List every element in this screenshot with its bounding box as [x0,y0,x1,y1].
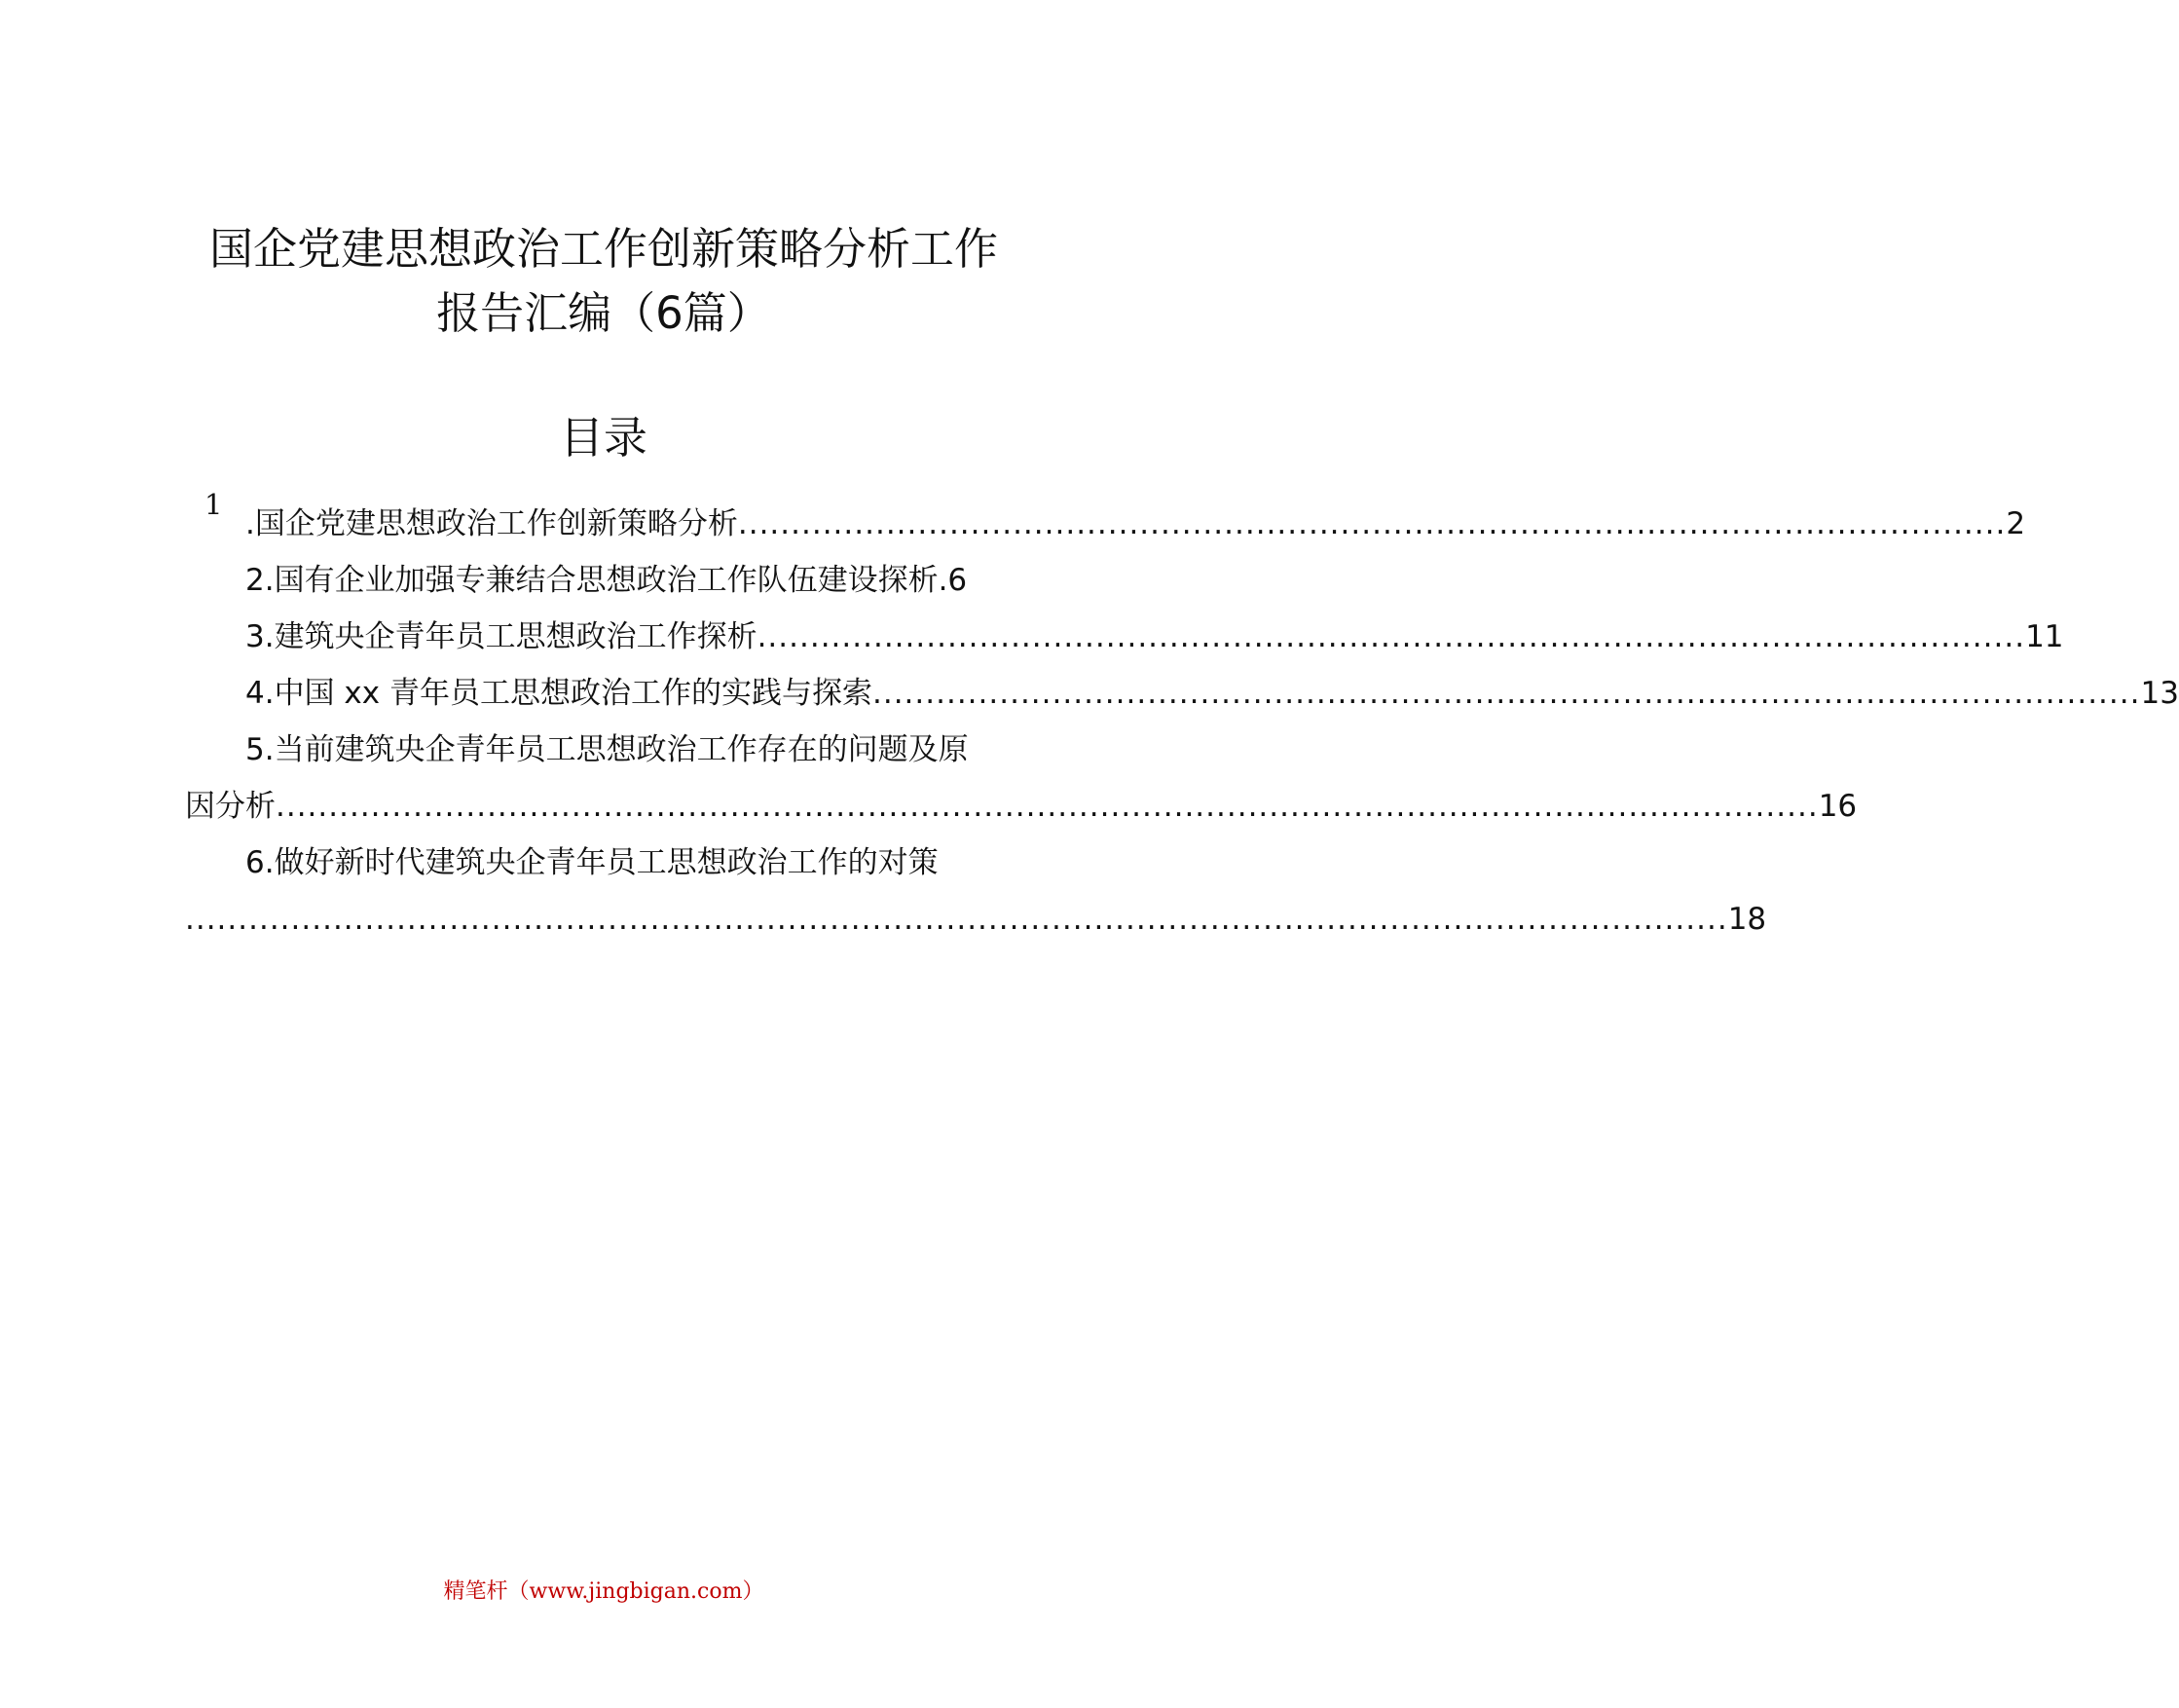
toc-entry-page: .6 [938,563,968,598]
toc-leader-dots: ........................................................................................................................ [757,619,2026,654]
toc-entry-4[interactable] [185,670,2179,717]
toc-entry-text: 3.建筑央企青年员工思想政治工作探析 [245,619,757,654]
footer-watermark: 精笔杆（www.jingbigan.com） [443,1579,764,1604]
toc-entry-6-line-1[interactable] [185,839,1028,886]
toc-entry-3[interactable] [185,613,2064,660]
toc-entry-text: 5.当前建筑央企青年员工思想政治工作存在的问题及原 [245,732,969,767]
toc-heading: 目录 [559,412,647,464]
toc-entry-text: 6.做好新时代建筑央企青年员工思想政治工作的对策 [245,845,939,880]
toc-entry-text: .国企党建思想政治工作创新策略分析 [245,506,738,541]
toc-entry-page: 2 [2006,506,2026,541]
toc-entry-page: 18 [1727,902,1767,937]
toc-entry-text: 2.国有企业加强专兼结合思想政治工作队伍建设探析 [245,563,939,598]
toc-entry-1[interactable] [185,501,2026,547]
toc-entry-5-line-2[interactable] [185,783,1858,830]
toc-entry-text: 4.中国 xx 青年员工思想政治工作的实践与探索 [245,676,872,711]
toc-leader-dots: ........................................................................................................................ [737,506,2007,541]
toc-leader-dots: ........................................................................................................................ [871,676,2141,711]
toc-entry-6-line-2[interactable] [185,896,1767,943]
toc-leader-dots: .................................................................................................................................................. [185,902,1728,937]
toc-entry-2[interactable] [185,557,1028,604]
toc-entry-5-line-1[interactable] [185,726,1028,773]
toc-entry-text: 因分析 [185,789,276,824]
document-title-line-2: 报告汇编（6篇） [436,287,771,339]
document-title-line-1: 国企党建思想政治工作创新策略分析工作 [208,223,998,275]
toc-leader-dots: .................................................................................................................................................. [276,789,1819,824]
toc-entry-page: 13 [2140,676,2179,711]
toc-entry-page: 16 [1818,789,1858,824]
toc-entry-page: 11 [2025,619,2064,654]
stray-number: 1 [204,488,223,521]
